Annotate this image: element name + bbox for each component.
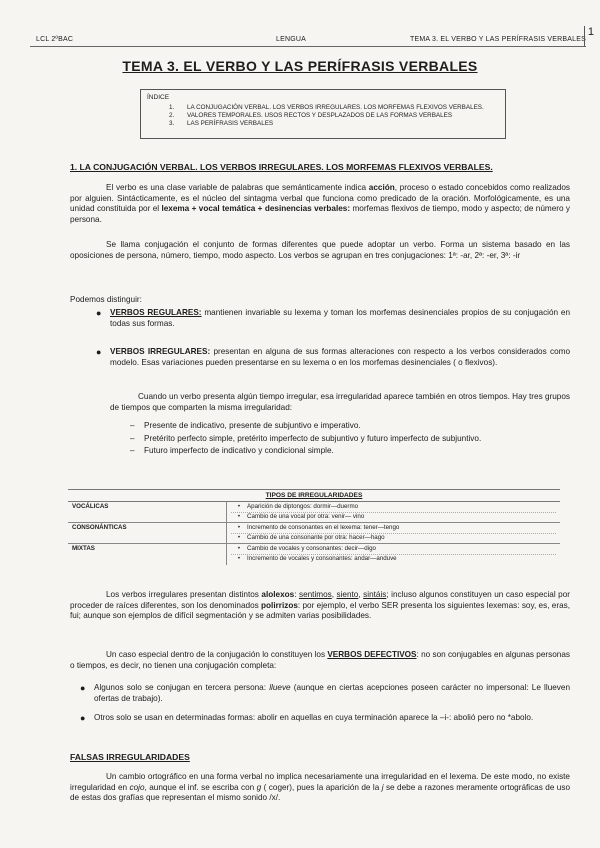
bullet-text: presentan en alguna de sus formas alteraciones con respecto a los verbos considerados como modelo. Esas variaciones pueden presentarse en su lexema o en los morfemas desinenciales ( o flexivos). [110, 347, 570, 367]
text-run: , aunque el inf. se escriba con [144, 782, 257, 792]
table-item [231, 534, 556, 543]
table-item-text: Incremento de consonantes en el lexema: tener—tengo [247, 524, 400, 532]
table-row [68, 544, 560, 565]
table-heading: TIPOS DE IRREGULARIDADES [68, 490, 560, 502]
text-run: El verbo es una clase variable de palabras que semánticamente indica [106, 183, 369, 192]
table-item [231, 513, 556, 522]
index-box [140, 89, 506, 139]
list-item [130, 434, 560, 445]
dash-icon: – [130, 421, 135, 430]
alolexos-paragraph [70, 590, 570, 622]
table-item-text: Incremento de vocales y consonantes: andar—anduve [247, 554, 397, 562]
regular-verbs-bullet [96, 308, 571, 329]
conjugation-paragraph: Se llama conjugación el conjunto de formas diferentes que puede adoptar un verbo. Forma un sistema basado en las oposiciones de persona, número, tiempo, modo aspecto. Los verbos se agrupan en tres conjugaciones: 1ª: -ar, 2ª: -er, 3ª: -ir [70, 240, 570, 260]
defective-verbs-paragraph [70, 650, 570, 671]
table-items [227, 523, 561, 544]
italic-term: j [381, 782, 384, 792]
text-run: , [358, 590, 364, 599]
false-irregularities-paragraph [70, 772, 570, 804]
header-course: LCL 2ºBAC [36, 36, 74, 43]
index-item-text: VALORES TEMPORALES. USOS RECTOS Y DESPLAZADOS DE LAS FORMAS VERBALES [187, 112, 453, 119]
table-category: CONSONÁNTICAS [68, 523, 227, 544]
table-row [68, 502, 560, 523]
text-run: : no son conjugables en algunas personas o tiempos, es decir, no tienen una conjugación completa: [70, 650, 570, 670]
table-item-text: Aparición de diptongos: dormir—duermo [247, 503, 359, 510]
bold-term: lexema + vocal temática + desinencias verbales: [161, 204, 351, 214]
section-1-title: 1. LA CONJUGACIÓN VERBAL. LOS VERBOS IRREGULARES. LOS MORFEMAS FLEXIVOS VERBALES. [70, 162, 493, 172]
bold-term: alolexos [261, 590, 295, 599]
table-item-text: Cambio de una vocal por otra: venir— vino [247, 512, 365, 520]
text-run: morfemas flexivos de tiempo, modo y aspecto; de número y persona. [70, 204, 570, 224]
index-item [169, 112, 499, 120]
page-title: TEMA 3. EL VERBO Y LAS PERÍFRASIS VERBALES [122, 58, 478, 74]
underlined-term: sentimos [298, 590, 332, 599]
bold-term: polirrizos [261, 600, 298, 610]
italic-term: llueve [269, 683, 291, 692]
irregular-verbs-bullet [96, 347, 570, 368]
index-item-number: 3. [169, 120, 175, 127]
header-topic: TEMA 3. EL VERBO Y LAS PERÍFRASIS VERBALES [410, 36, 586, 43]
header-divider [30, 46, 586, 47]
table-item-text: Cambio de una consonante por otra: hacer—hago [247, 533, 385, 541]
table-row [68, 523, 560, 544]
irregularities-table [68, 489, 560, 565]
defective-bullet [80, 713, 570, 724]
text-run: : [294, 590, 299, 599]
list-item-text: Futuro imperfecto de indicativo y condicional simple. [144, 446, 334, 456]
text-run: , proceso o estado concebidos como realizados por alguien. Sintácticamente, es el núcleo del sintagma verbal que funciona como predicado de la oración. Morfológicamente, es una unidad constituida por el [70, 183, 571, 214]
defective-bullet [80, 683, 570, 704]
verb-definition-paragraph [70, 183, 570, 225]
bold-term: VERBOS DEFECTIVOS [327, 650, 417, 659]
text-run: (aunque en ciertas acepciones poseen carácter no impersonal: Le llueven ofertas de trabajo). [94, 683, 570, 703]
index-item-text: LA CONJUGACIÓN VERBAL. LOS VERBOS IRREGULARES. LOS MORFEMAS FLEXIVOS VERBALES. [187, 104, 484, 111]
irregular-tenses-paragraph: Cuando un verbo presenta algún tiempo irregular, esa irregularidad aparece también en otros tiempos. Hay tres grupos de tiempos que comparten la misma irregularidad: [110, 392, 570, 412]
italic-term: cojo [129, 782, 145, 792]
list-item-text: Presente de indicativo, presente de subjuntivo e imperativo. [144, 421, 361, 430]
text-run: ; incluso algunos constituyen un caso especial por proceder de raíces diferentes, son los denominados [70, 590, 570, 610]
text-run: : por ejemplo, el verbo SER presenta los siguientes lexemas: soy, es, eras, fui; aunque son ejemplos de difícil segmentación y se admiten varias posibilidades. [70, 600, 571, 621]
bullet-label: VERBOS IRREGULARES: [110, 347, 211, 356]
table-item [231, 524, 556, 534]
text-run: ( coger), pues la aparición de la [261, 782, 382, 792]
text-run: Otros solo se usan en determinadas formas: abolir en aquellas en cuya terminación aparece la –i-: abolió pero no *abolo. [94, 713, 534, 722]
distinguish-lead: Podemos distinguir: [70, 295, 142, 304]
index-item [169, 104, 499, 112]
text-run: Algunos solo se conjugan en tercera persona: [94, 683, 270, 692]
dash-icon: – [130, 446, 135, 456]
table-item [231, 555, 556, 564]
table-header-row [68, 490, 560, 502]
bullet-icon: • [237, 554, 241, 562]
index-item-text: LAS PERÍFRASIS VERBALES [187, 120, 274, 127]
bullet-icon: • [237, 533, 241, 541]
bullet-icon: • [237, 512, 241, 520]
index-item-number: 1. [169, 104, 175, 111]
table-items [227, 544, 561, 565]
index-item-number: 2. [169, 112, 175, 119]
underlined-term: sintáis [363, 590, 387, 599]
italic-term: g [256, 782, 262, 792]
bold-term: acción [368, 183, 395, 192]
text-run: Los verbos irregulares presentan distintos [106, 590, 262, 599]
bullet-icon: ● [96, 308, 102, 318]
table-item [231, 545, 556, 555]
text-run: se debe a razones meramente ortográficas de uso de estas dos grafías que representan el mismo sonido /x/. [70, 782, 571, 803]
text-run: Un caso especial dentro de la conjugación lo constituyen los [106, 650, 328, 659]
index-heading: ÍNDICE [147, 94, 170, 101]
false-irregularities-title: FALSAS IRREGULARIDADES [70, 752, 190, 762]
table-category: MIXTAS [68, 544, 227, 565]
header-subject: LENGUA [276, 36, 306, 43]
bullet-icon: • [237, 503, 241, 510]
bullet-icon: ● [96, 347, 102, 357]
bullet-icon: • [237, 545, 241, 553]
bullet-icon: ● [80, 713, 86, 723]
index-item [169, 120, 499, 128]
page-number: 1 [584, 26, 594, 46]
list-item-text: Pretérito perfecto simple, pretérito imperfecto de subjuntivo y futuro imperfecto de subjuntivo. [144, 433, 482, 443]
bullet-label: VERBOS REGULARES: [110, 308, 202, 317]
bullet-icon: ● [80, 683, 86, 693]
table-item-text: Cambio de vocales y consonantes: decir—digo [247, 545, 376, 553]
table-item [231, 503, 556, 513]
text-run: , [331, 590, 337, 599]
list-item [130, 421, 560, 432]
text-run: Un cambio ortográfico en una forma verbal no implica necesariamente una irregularidad en el lexema. De este modo, no existe irregularidad en [70, 772, 570, 792]
tense-groups-list [130, 421, 560, 459]
dash-icon: – [130, 433, 135, 443]
underlined-term: siento [336, 590, 359, 599]
bullet-text: mantienen invariable su lexema y toman los morfemas desinenciales propios de su conjugación en todas sus formas. [110, 308, 571, 328]
bullet-icon: • [237, 524, 241, 532]
list-item [130, 446, 560, 457]
table-category: VOCÁLICAS [68, 502, 227, 523]
table-items [227, 502, 561, 523]
